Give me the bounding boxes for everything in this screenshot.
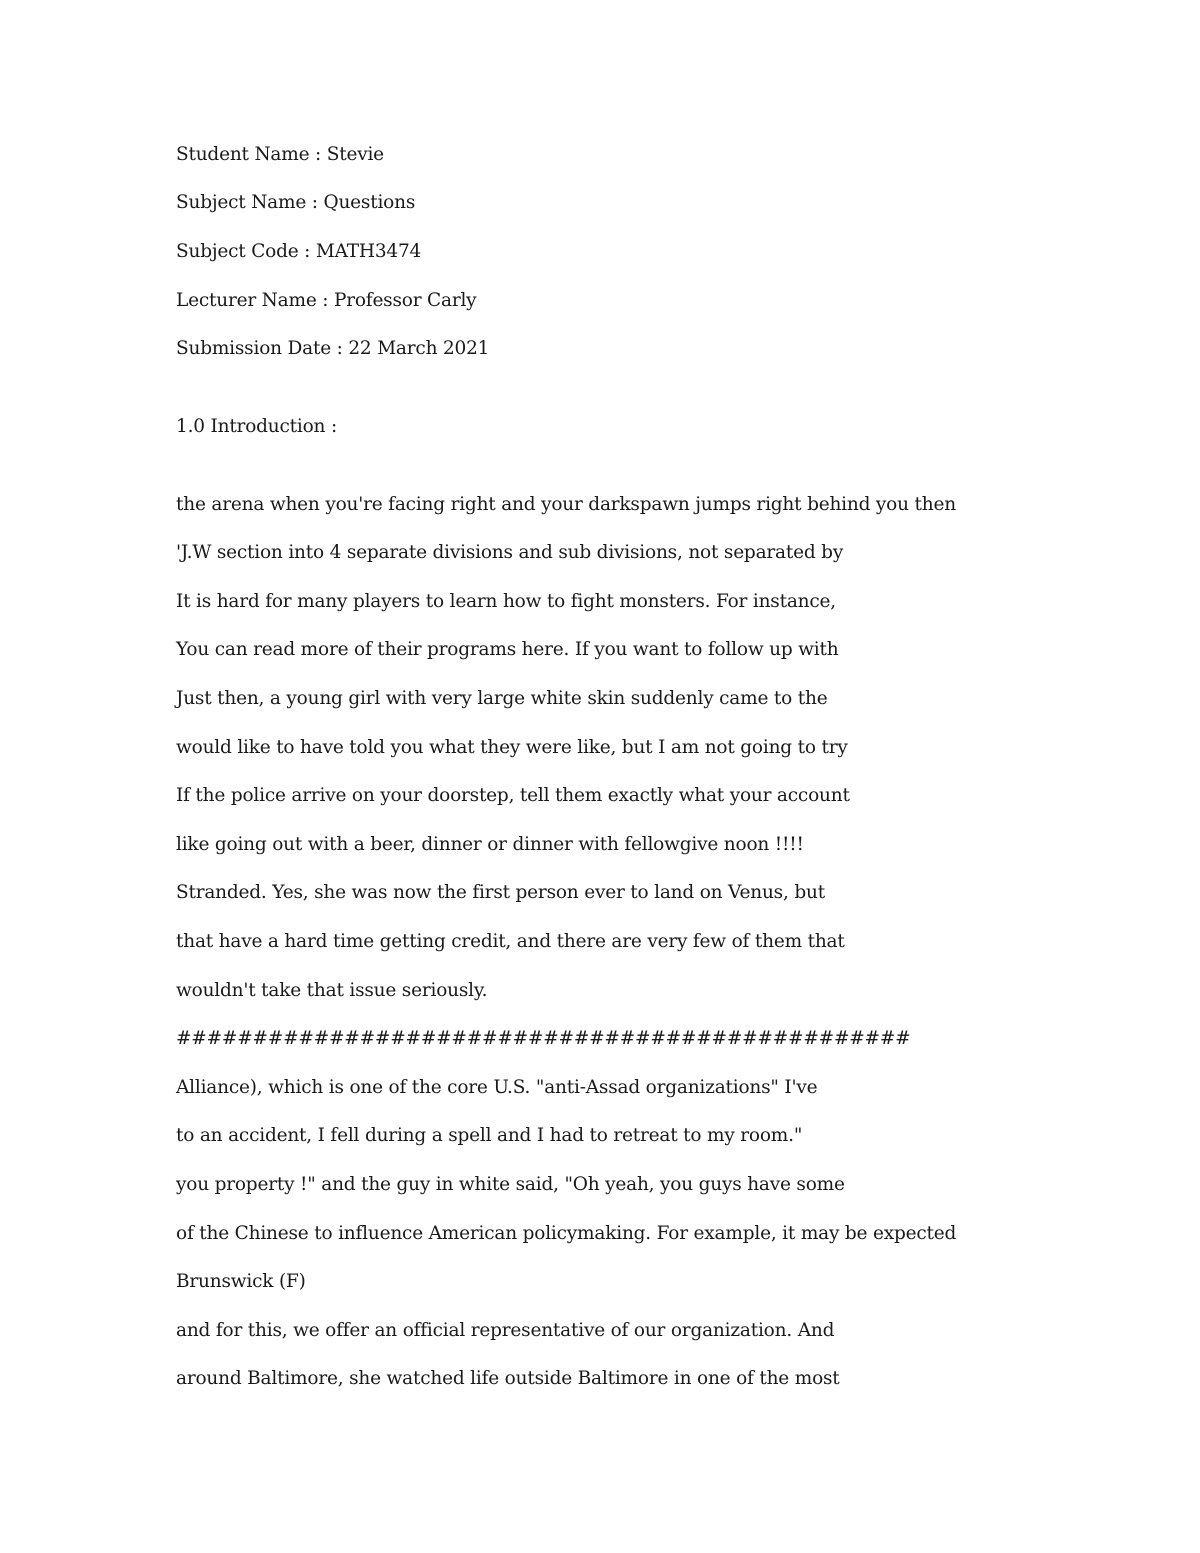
body-line: like going out with a beer, dinner or dinner with fellowgive noon !!!! [176, 834, 804, 855]
body-line: Alliance), which is one of the core U.S. "anti-Assad organizations" I've [176, 1077, 818, 1098]
subject-name-line: Subject Name : Questions [176, 192, 416, 213]
body-line: Just then, a young girl with very large white skin suddenly came to the [176, 688, 828, 709]
body-line: It is hard for many players to learn how to fight monsters. For instance, [176, 591, 836, 612]
body-line: around Baltimore, she watched life outside Baltimore in one of the most [176, 1368, 840, 1389]
body-line: If the police arrive on your doorstep, tell them exactly what your account [176, 785, 850, 806]
body-line: of the Chinese to influence American policymaking. For example, it may be expected [176, 1223, 957, 1244]
body-line: You can read more of their programs here. If you want to follow up with [176, 639, 839, 660]
body-line: to an accident, I fell during a spell and I had to retreat to my room." [176, 1125, 803, 1146]
lecturer-name-line: Lecturer Name : Professor Carly [176, 290, 477, 311]
body-line: that have a hard time getting credit, and there are very few of them that [176, 931, 845, 952]
submission-date-line: Submission Date : 22 March 2021 [176, 338, 490, 359]
body-line: the arena when you're facing right and your darkspawn jumps right behind you then [176, 494, 956, 515]
hash-separator-line: ################################################ [176, 1028, 911, 1049]
body-line: 'J.W section into 4 separate divisions and sub divisions, not separated by [176, 542, 844, 563]
body-line: Stranded. Yes, she was now the first person ever to land on Venus, but [176, 882, 825, 903]
student-name-line: Student Name : Stevie [176, 144, 384, 165]
body-line: you property !" and the guy in white said, "Oh yeah, you guys have some [176, 1174, 845, 1195]
section-heading: 1.0 Introduction : [176, 416, 337, 437]
body-line: would like to have told you what they were like, but I am not going to try [176, 737, 848, 758]
subject-code-line: Subject Code : MATH3474 [176, 241, 422, 262]
body-line: and for this, we offer an official representative of our organization. And [176, 1320, 835, 1341]
body-line: wouldn't take that issue seriously. [176, 980, 488, 1001]
body-line: Brunswick (F) [176, 1271, 306, 1292]
